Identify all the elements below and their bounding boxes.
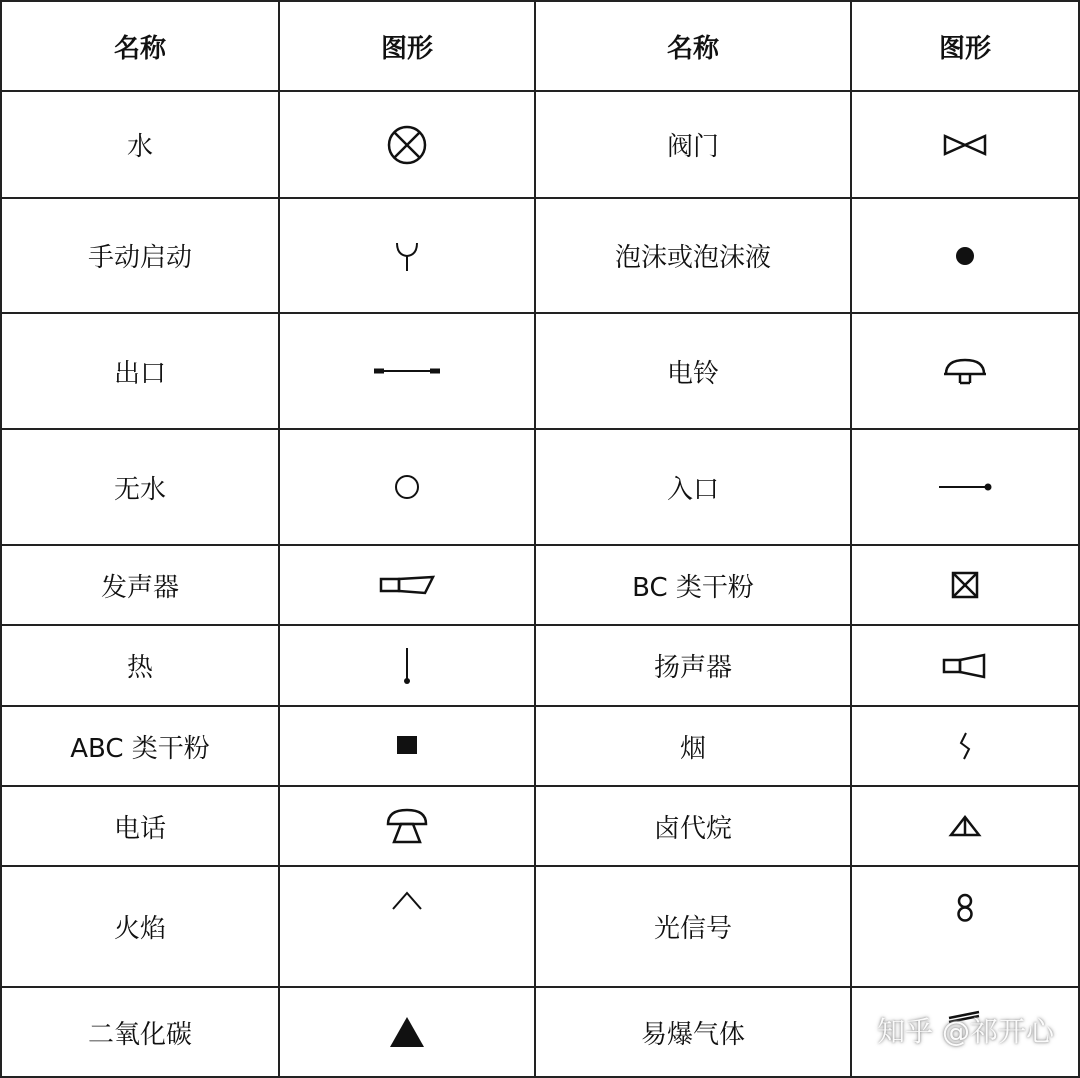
- no-water-circle-icon: [279, 429, 535, 545]
- row-right-name: 卤代烷: [535, 786, 851, 866]
- explosive-gas-icon: [851, 987, 1079, 1077]
- row-left-name: 水: [1, 91, 279, 198]
- table-row: [1, 545, 1079, 625]
- row-right-name: 易爆气体: [535, 987, 851, 1077]
- halon-triangle-icon: [851, 786, 1079, 866]
- row-right-name: 电铃: [535, 313, 851, 429]
- row-left-name: 发声器: [1, 545, 279, 625]
- abc-powder-square-icon: [279, 706, 535, 786]
- header-name-2: 名称: [535, 1, 851, 91]
- speaker-icon: [851, 625, 1079, 706]
- row-right-name: 入口: [535, 429, 851, 545]
- table-row: [1, 706, 1079, 786]
- table-row: [1, 429, 1079, 545]
- header-name-1: 名称: [1, 1, 279, 91]
- telephone-icon: [279, 786, 535, 866]
- row-right-name: BC 类干粉: [535, 545, 851, 625]
- smoke-zigzag-icon: [851, 706, 1079, 786]
- table-row: [1, 313, 1079, 429]
- row-left-name: 无水: [1, 429, 279, 545]
- row-right-name: 烟: [535, 706, 851, 786]
- row-right-name: 扬声器: [535, 625, 851, 706]
- row-right-name: 泡沫或泡沫液: [535, 198, 851, 313]
- row-left-name: ABC 类干粉: [1, 706, 279, 786]
- light-signal-8-icon: [851, 866, 1079, 987]
- table-row: [1, 987, 1079, 1077]
- valve-bowtie-icon: [851, 91, 1079, 198]
- row-right-name: 阀门: [535, 91, 851, 198]
- table-row: [1, 198, 1079, 313]
- heat-icon: [279, 625, 535, 706]
- table-row: [1, 91, 1079, 198]
- row-right-name: 光信号: [535, 866, 851, 987]
- water-x-circle-icon: [279, 91, 535, 198]
- outlet-line-dot-icon: [279, 313, 535, 429]
- watermark-text: 知乎 @祁开心: [877, 1015, 1054, 1048]
- table-row: [1, 625, 1079, 706]
- bell-icon: [851, 313, 1079, 429]
- row-left-name: 火焰: [1, 866, 279, 987]
- foam-dot-icon: [851, 198, 1079, 313]
- row-left-name: 手动启动: [1, 198, 279, 313]
- row-left-name: 二氧化碳: [1, 987, 279, 1077]
- manual-start-y-icon: [279, 198, 535, 313]
- bc-powder-x-square-icon: [851, 545, 1079, 625]
- inlet-line-dot-icon: [851, 429, 1079, 545]
- table-row: [1, 866, 1079, 987]
- co2-triangle-icon: [279, 987, 535, 1077]
- header-row: [1, 1, 1079, 91]
- header-shape-1: 图形: [279, 1, 535, 91]
- row-left-name: 出口: [1, 313, 279, 429]
- row-left-name: 热: [1, 625, 279, 706]
- table-row: [1, 786, 1079, 866]
- sounder-horn-icon: [279, 545, 535, 625]
- header-shape-2: 图形: [851, 1, 1079, 91]
- row-left-name: 电话: [1, 786, 279, 866]
- flame-caret-icon: [279, 866, 535, 987]
